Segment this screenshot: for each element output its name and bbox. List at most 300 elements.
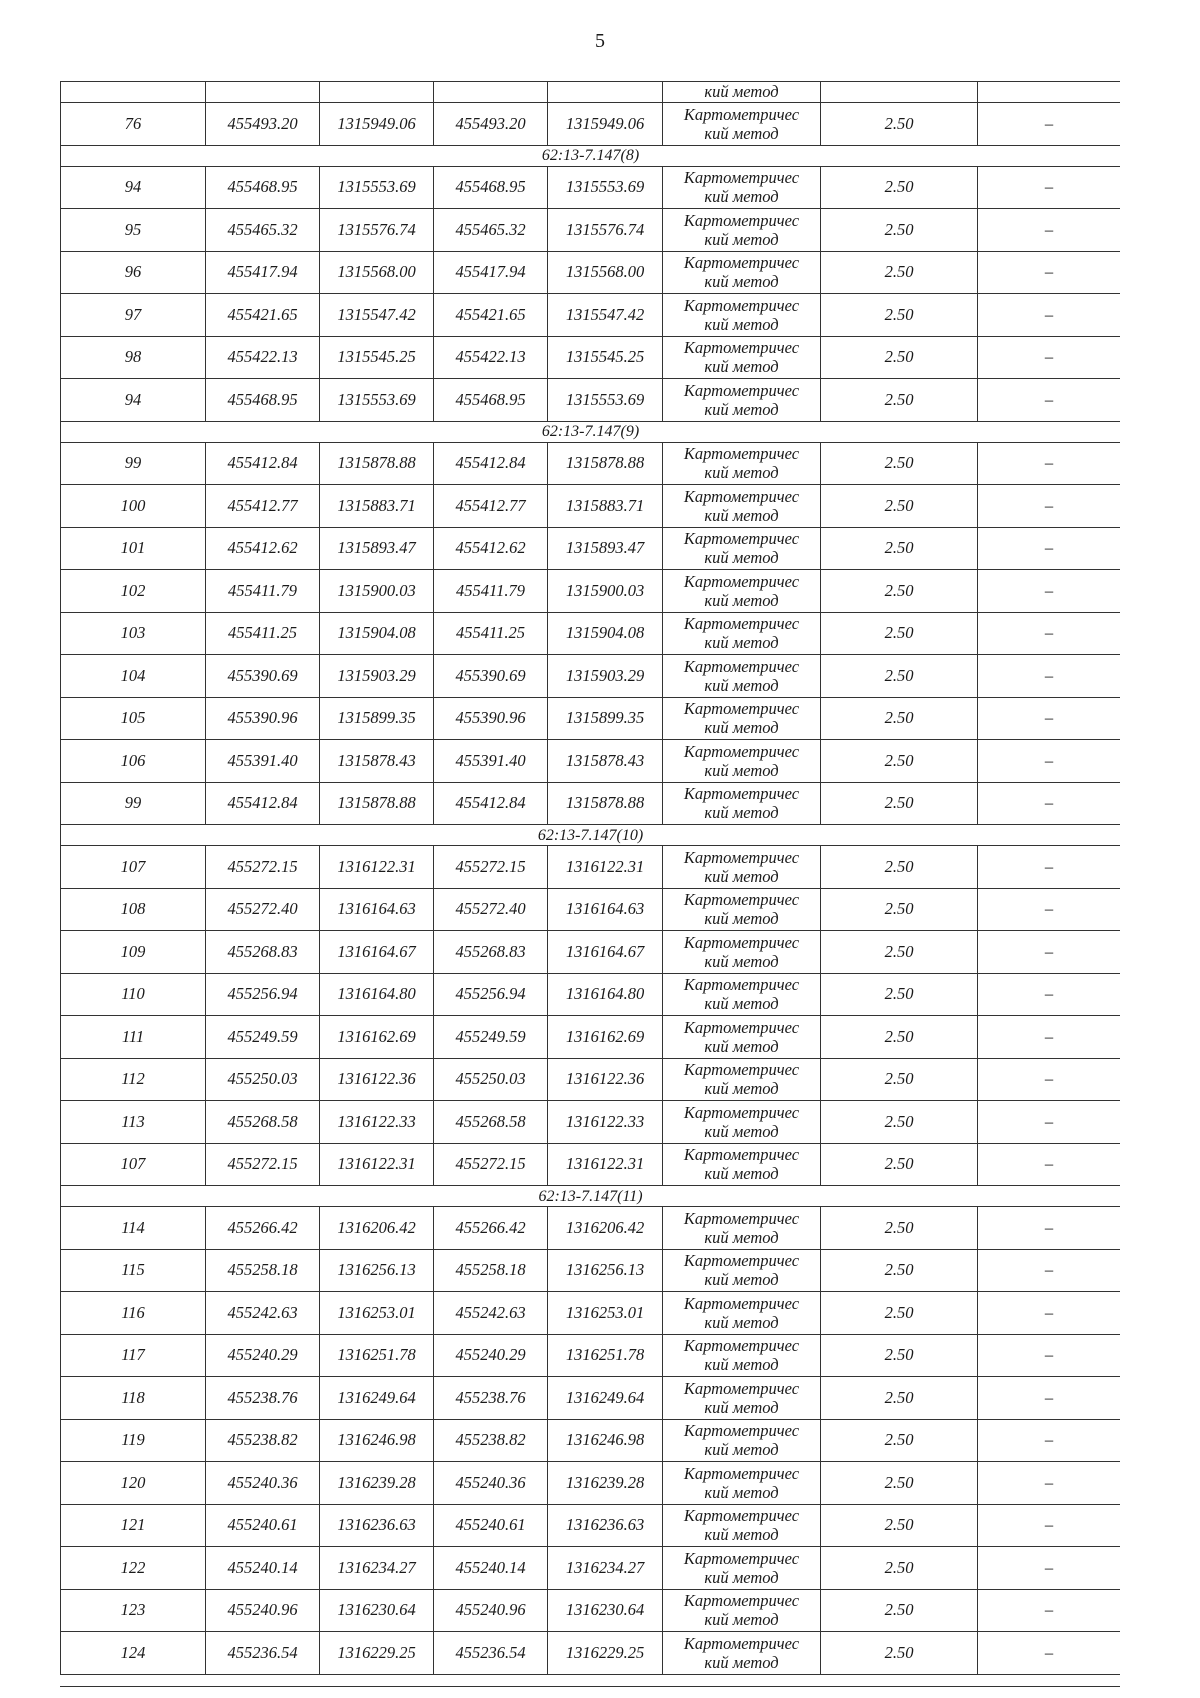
cell-y-new: 1315576.74: [548, 209, 663, 252]
cell-accuracy: 2.50: [821, 209, 978, 252]
cell-accuracy: 2.50: [821, 1207, 978, 1250]
cell-accuracy: 2.50: [821, 1462, 978, 1505]
method-line-2: кий метод: [704, 123, 779, 143]
cell-x-new: 455417.94: [434, 251, 548, 294]
cell-point-number: 120: [61, 1462, 206, 1505]
cell-dash: –: [978, 1547, 1121, 1590]
cell-dash: –: [978, 485, 1121, 528]
cell-y-new: 1315568.00: [548, 251, 663, 294]
cell-accuracy: 2.50: [821, 1504, 978, 1547]
cell-y-existing: 1316162.69: [320, 1016, 434, 1059]
cell-point-number: 109: [61, 931, 206, 974]
cell-accuracy: 2.50: [821, 1058, 978, 1101]
cell-dash: –: [978, 846, 1121, 889]
method-line-2: кий метод: [704, 951, 779, 971]
cell-accuracy: 2.50: [821, 1589, 978, 1632]
cell-x-new: 455390.96: [434, 697, 548, 740]
method-line-1: Картометричес: [683, 444, 800, 464]
cell-y-new: 1316251.78: [548, 1334, 663, 1377]
cell-accuracy: 2.50: [821, 1632, 978, 1675]
group-label: 62:13-7.147(11): [61, 1186, 1121, 1207]
method-line-1: Картометричес: [683, 571, 800, 591]
table-row: [61, 1249, 1121, 1292]
method-line-2: кий метод: [704, 463, 779, 483]
cell-point-number: 104: [61, 655, 206, 698]
cell-y-new: 1316229.25: [548, 1632, 663, 1675]
cell-method: [663, 485, 821, 528]
cell-y-existing: 1315878.88: [320, 782, 434, 825]
method-line-1: Картометричес: [683, 338, 800, 358]
cell-x-new: 455412.84: [434, 442, 548, 485]
coordinates-table: [60, 81, 1120, 1675]
method-line-2: кий метод: [704, 1355, 779, 1375]
cell-dash: –: [978, 336, 1121, 379]
cell-y-existing: 1316239.28: [320, 1462, 434, 1505]
cell-y-new: 1315878.43: [548, 740, 663, 783]
table-row: [61, 336, 1121, 379]
cell-accuracy: 2.50: [821, 1249, 978, 1292]
cell-x-existing: 455422.13: [206, 336, 320, 379]
cell-method: [663, 379, 821, 422]
cell-method: [663, 697, 821, 740]
cell-method: [663, 846, 821, 889]
method-line-2: кий метод: [704, 548, 779, 568]
cell-x-existing: 455240.96: [206, 1589, 320, 1632]
cell-method: [663, 888, 821, 931]
cell-accuracy: 2.50: [821, 527, 978, 570]
cell-x-existing: 455465.32: [206, 209, 320, 252]
method-line-2: кий метод: [704, 1567, 779, 1587]
method-line-1: Картометричес: [683, 932, 800, 952]
cell-point-number: 100: [61, 485, 206, 528]
cell-y-existing: 1315899.35: [320, 697, 434, 740]
table-row: [61, 1101, 1121, 1144]
table-row: [61, 1143, 1121, 1186]
cell-y-existing: 1316234.27: [320, 1547, 434, 1590]
cell-x-existing: 455256.94: [206, 973, 320, 1016]
cell-method: [663, 294, 821, 337]
method-line-2: кий метод: [704, 1227, 779, 1247]
method-line-2: кий метод: [704, 1312, 779, 1332]
cell-point-number: 99: [61, 442, 206, 485]
cell-x-existing: 455250.03: [206, 1058, 320, 1101]
table-row: [61, 1504, 1121, 1547]
method-line-2: кий метод: [704, 1121, 779, 1141]
cell-dash: –: [978, 740, 1121, 783]
cell-y-existing: 1316256.13: [320, 1249, 434, 1292]
cell-x-new: 455240.14: [434, 1547, 548, 1590]
cell-y-new: 1316249.64: [548, 1377, 663, 1420]
method-line-1: Картометричес: [683, 210, 800, 230]
cell-point-number: 111: [61, 1016, 206, 1059]
cell-y-existing: 1316230.64: [320, 1589, 434, 1632]
table-body: [61, 82, 1121, 1675]
cell-y-existing: 1316164.67: [320, 931, 434, 974]
cell-empty: [206, 82, 320, 103]
method-line-1: Картометричес: [683, 614, 800, 634]
cell-x-existing: 455266.42: [206, 1207, 320, 1250]
cell-y-existing: 1316122.31: [320, 846, 434, 889]
table-row: [61, 782, 1121, 825]
method-line-1: Картометричес: [683, 1017, 800, 1037]
cell-y-existing: 1315878.88: [320, 442, 434, 485]
table-row: [61, 485, 1121, 528]
cell-x-new: 455240.96: [434, 1589, 548, 1632]
cell-x-existing: 455412.77: [206, 485, 320, 528]
cell-x-new: 455465.32: [434, 209, 548, 252]
cell-y-existing: 1316206.42: [320, 1207, 434, 1250]
cell-y-new: 1315878.88: [548, 442, 663, 485]
cell-method: [663, 1058, 821, 1101]
cell-method: [663, 1016, 821, 1059]
cell-x-new: 455242.63: [434, 1292, 548, 1335]
cell-method: [663, 1419, 821, 1462]
cell-x-existing: 455417.94: [206, 251, 320, 294]
cell-empty: [434, 82, 548, 103]
cell-accuracy: 2.50: [821, 442, 978, 485]
cell-point-number: 96: [61, 251, 206, 294]
table-row: [61, 527, 1121, 570]
cell-x-new: 455272.40: [434, 888, 548, 931]
group-label: 62:13-7.147(8): [61, 145, 1121, 166]
method-line-1: Картометричес: [683, 1060, 800, 1080]
cell-y-new: 1315883.71: [548, 485, 663, 528]
cell-x-new: 455412.84: [434, 782, 548, 825]
group-header-row: [61, 421, 1121, 442]
cell-point-number: 95: [61, 209, 206, 252]
cell-dash: –: [978, 655, 1121, 698]
table-row: [61, 612, 1121, 655]
cell-x-new: 455468.95: [434, 166, 548, 209]
table-row: [61, 1377, 1121, 1420]
cell-x-existing: 455390.69: [206, 655, 320, 698]
cell-x-existing: 455240.36: [206, 1462, 320, 1505]
cell-method: [663, 973, 821, 1016]
cell-y-new: 1315893.47: [548, 527, 663, 570]
cell-accuracy: 2.50: [821, 1143, 978, 1186]
cell-x-new: 455493.20: [434, 103, 548, 146]
cell-accuracy: 2.50: [821, 740, 978, 783]
cell-x-existing: 455412.84: [206, 442, 320, 485]
group-header-row: [61, 145, 1121, 166]
cell-point-number: 116: [61, 1292, 206, 1335]
group-label: 62:13-7.147(9): [61, 421, 1121, 442]
table-row: [61, 166, 1121, 209]
cell-x-new: 455249.59: [434, 1016, 548, 1059]
cell-y-new: 1316253.01: [548, 1292, 663, 1335]
method-line-2: кий метод: [704, 1440, 779, 1460]
table-row: [61, 442, 1121, 485]
cell-method: [663, 1292, 821, 1335]
cell-x-existing: 455412.62: [206, 527, 320, 570]
cell-accuracy: 2.50: [821, 1547, 978, 1590]
cell-dash: –: [978, 570, 1121, 613]
cell-method: [663, 527, 821, 570]
cell-accuracy: 2.50: [821, 251, 978, 294]
cell-dash: –: [978, 1249, 1121, 1292]
cell-x-new: 455236.54: [434, 1632, 548, 1675]
cell-y-existing: 1315878.43: [320, 740, 434, 783]
method-line-1: Картометричес: [683, 104, 800, 124]
cell-dash: –: [978, 294, 1121, 337]
cell-y-existing: 1316229.25: [320, 1632, 434, 1675]
cell-method: [663, 931, 821, 974]
cell-x-new: 455266.42: [434, 1207, 548, 1250]
cell-dash: –: [978, 1292, 1121, 1335]
cell-y-existing: 1316249.64: [320, 1377, 434, 1420]
cell-y-existing: 1316122.31: [320, 1143, 434, 1186]
cell-accuracy: 2.50: [821, 697, 978, 740]
cell-point-number: 106: [61, 740, 206, 783]
cell-point-number: 123: [61, 1589, 206, 1632]
cell-y-existing: 1316164.80: [320, 973, 434, 1016]
method-line-2: кий метод: [704, 803, 779, 823]
cell-point-number: 118: [61, 1377, 206, 1420]
cell-x-new: 455240.61: [434, 1504, 548, 1547]
cell-method: [663, 209, 821, 252]
method-line-2: кий метод: [704, 1652, 779, 1672]
cell-x-existing: 455468.95: [206, 379, 320, 422]
method-line-1: Картометричес: [683, 656, 800, 676]
cell-point-number: 121: [61, 1504, 206, 1547]
cell-dash: –: [978, 1377, 1121, 1420]
cell-y-existing: 1316122.36: [320, 1058, 434, 1101]
cell-dash: –: [978, 697, 1121, 740]
cell-y-existing: 1316251.78: [320, 1334, 434, 1377]
cell-x-existing: 455240.29: [206, 1334, 320, 1377]
cell-x-new: 455268.83: [434, 931, 548, 974]
method-line-2: кий метод: [704, 718, 779, 738]
cell-y-existing: 1315893.47: [320, 527, 434, 570]
cell-x-new: 455411.25: [434, 612, 548, 655]
table-row: [61, 973, 1121, 1016]
cell-point-number: 99: [61, 782, 206, 825]
cell-dash: –: [978, 1334, 1121, 1377]
cell-point-number: 122: [61, 1547, 206, 1590]
cell-empty: [320, 82, 434, 103]
method-line-1: Картометричес: [683, 975, 800, 995]
method-line-1: Картометричес: [683, 1293, 800, 1313]
cell-dash: –: [978, 1143, 1121, 1186]
cell-method: [663, 442, 821, 485]
cell-y-new: 1315904.08: [548, 612, 663, 655]
method-line-2: кий метод: [704, 272, 779, 292]
cell-x-existing: 455390.96: [206, 697, 320, 740]
cell-dash: –: [978, 1462, 1121, 1505]
cell-y-new: 1316246.98: [548, 1419, 663, 1462]
cell-point-number: 97: [61, 294, 206, 337]
cell-y-new: 1316122.36: [548, 1058, 663, 1101]
cell-dash: –: [978, 1101, 1121, 1144]
cell-point-number: 103: [61, 612, 206, 655]
cell-point-number: 124: [61, 1632, 206, 1675]
cell-y-existing: 1315904.08: [320, 612, 434, 655]
cell-y-new: 1316164.80: [548, 973, 663, 1016]
cell-point-number: 76: [61, 103, 206, 146]
method-line-1: Картометричес: [683, 1633, 800, 1653]
cell-method: [663, 740, 821, 783]
cell-empty: [61, 82, 206, 103]
cell-y-existing: 1315576.74: [320, 209, 434, 252]
cell-accuracy: 2.50: [821, 570, 978, 613]
cell-dash: –: [978, 209, 1121, 252]
cell-accuracy: 2.50: [821, 782, 978, 825]
cell-point-number: 110: [61, 973, 206, 1016]
cell-dash: –: [978, 1058, 1121, 1101]
cell-y-existing: 1315545.25: [320, 336, 434, 379]
cell-dash: –: [978, 1589, 1121, 1632]
cell-x-new: 455268.58: [434, 1101, 548, 1144]
method-line-1: Картометричес: [683, 890, 800, 910]
method-line-1: Картометричес: [683, 1421, 800, 1441]
cell-y-new: 1316122.31: [548, 846, 663, 889]
cell-accuracy: 2.50: [821, 888, 978, 931]
method-line-1: Картометричес: [683, 1506, 800, 1526]
cell-x-existing: 455240.14: [206, 1547, 320, 1590]
cell-point-number: 98: [61, 336, 206, 379]
cell-y-new: 1316256.13: [548, 1249, 663, 1292]
cell-accuracy: 2.50: [821, 1419, 978, 1462]
method-line-1: Картометричес: [683, 1336, 800, 1356]
method-line-1: Картометричес: [683, 253, 800, 273]
cell-accuracy: 2.50: [821, 931, 978, 974]
cell-y-existing: 1315949.06: [320, 103, 434, 146]
cell-y-new: 1315900.03: [548, 570, 663, 613]
method-line-2: кий метод: [704, 229, 779, 249]
cell-point-number: 108: [61, 888, 206, 931]
table-row: [61, 1292, 1121, 1335]
table-row: [61, 697, 1121, 740]
cell-x-new: 455238.76: [434, 1377, 548, 1420]
cell-point-number: 94: [61, 166, 206, 209]
cell-x-new: 455238.82: [434, 1419, 548, 1462]
method-line-2: кий метод: [704, 1397, 779, 1417]
cell-method: [663, 336, 821, 379]
cell-y-existing: 1315568.00: [320, 251, 434, 294]
table-row: [61, 251, 1121, 294]
method-line-1: Картометричес: [683, 380, 800, 400]
cell-y-existing: 1315547.42: [320, 294, 434, 337]
cell-point-number: 113: [61, 1101, 206, 1144]
method-line-1: Картометричес: [683, 1251, 800, 1271]
cell-dash: –: [978, 973, 1121, 1016]
cell-point-number: 114: [61, 1207, 206, 1250]
cell-x-new: 455422.13: [434, 336, 548, 379]
cell-empty: [548, 82, 663, 103]
method-line-2: кий метод: [704, 505, 779, 525]
cell-accuracy: 2.50: [821, 166, 978, 209]
method-line-1: Картометричес: [683, 168, 800, 188]
cell-dash: –: [978, 103, 1121, 146]
cell-point-number: 115: [61, 1249, 206, 1292]
cell-method: [663, 1377, 821, 1420]
method-line-2: кий метод: [704, 399, 779, 419]
cell-y-new: 1315899.35: [548, 697, 663, 740]
cell-x-existing: 455272.15: [206, 846, 320, 889]
cell-dash: –: [978, 1016, 1121, 1059]
cell-y-new: 1316230.64: [548, 1589, 663, 1632]
cell-point-number: 117: [61, 1334, 206, 1377]
cell-dash: –: [978, 931, 1121, 974]
method-line-2: кий метод: [704, 760, 779, 780]
cell-method: [663, 1207, 821, 1250]
cell-y-existing: 1316164.63: [320, 888, 434, 931]
cell-x-existing: 455272.40: [206, 888, 320, 931]
cell-y-existing: 1316253.01: [320, 1292, 434, 1335]
table-row: [61, 1632, 1121, 1675]
cell-y-existing: 1315903.29: [320, 655, 434, 698]
cell-y-new: 1316164.67: [548, 931, 663, 974]
table-row: [61, 379, 1121, 422]
cell-y-new: 1316239.28: [548, 1462, 663, 1505]
cell-dash: –: [978, 612, 1121, 655]
cell-method: [663, 782, 821, 825]
cell-point-number: 107: [61, 1143, 206, 1186]
table-row: [61, 1589, 1121, 1632]
cell-y-new: 1316122.31: [548, 1143, 663, 1186]
method-line-2: кий метод: [704, 675, 779, 695]
cell-dash: –: [978, 527, 1121, 570]
cell-x-existing: 455412.84: [206, 782, 320, 825]
table-row: [61, 1462, 1121, 1505]
method-line-1: Картометричес: [683, 1463, 800, 1483]
method-line-1: Картометричес: [683, 529, 800, 549]
method-line-2: кий метод: [704, 357, 779, 377]
cell-x-existing: 455242.63: [206, 1292, 320, 1335]
cell-dash: –: [978, 1632, 1121, 1675]
cell-accuracy: 2.50: [821, 1016, 978, 1059]
method-line-1: Картометричес: [683, 847, 800, 867]
cell-dash: –: [978, 888, 1121, 931]
method-line-2: кий метод: [704, 1525, 779, 1545]
cell-method: [663, 1589, 821, 1632]
cell-method: [663, 1143, 821, 1186]
cell-x-new: 455411.79: [434, 570, 548, 613]
method-line-2: кий метод: [704, 994, 779, 1014]
cell-x-existing: 455468.95: [206, 166, 320, 209]
cell-x-new: 455468.95: [434, 379, 548, 422]
cell-dash: –: [978, 442, 1121, 485]
cell-x-existing: 455238.76: [206, 1377, 320, 1420]
cell-x-new: 455240.29: [434, 1334, 548, 1377]
table-row: [61, 103, 1121, 146]
method-line-1: Картометричес: [683, 1145, 800, 1165]
cell-method: [663, 1462, 821, 1505]
cell-x-new: 455272.15: [434, 1143, 548, 1186]
cell-dash: –: [978, 1207, 1121, 1250]
group-label: 62:13-7.147(10): [61, 825, 1121, 846]
method-line-1: Картометричес: [683, 1591, 800, 1611]
table-row: [61, 1058, 1121, 1101]
cell-method: [663, 1101, 821, 1144]
cell-x-existing: 455236.54: [206, 1632, 320, 1675]
coordinates-table-container: [60, 81, 1120, 1687]
method-line-1: Картометричес: [683, 1102, 800, 1122]
cell-x-new: 455391.40: [434, 740, 548, 783]
cell-point-number: 105: [61, 697, 206, 740]
cell-point-number: 119: [61, 1419, 206, 1462]
cell-accuracy: 2.50: [821, 1334, 978, 1377]
cell-x-existing: 455411.25: [206, 612, 320, 655]
cell-y-new: 1315553.69: [548, 166, 663, 209]
cell-x-existing: 455268.58: [206, 1101, 320, 1144]
table-row: [61, 209, 1121, 252]
cell-point-number: 94: [61, 379, 206, 422]
cell-x-existing: 455421.65: [206, 294, 320, 337]
cell-accuracy: 2.50: [821, 1101, 978, 1144]
cell-x-new: 455390.69: [434, 655, 548, 698]
method-line-1: Картометричес: [683, 1548, 800, 1568]
